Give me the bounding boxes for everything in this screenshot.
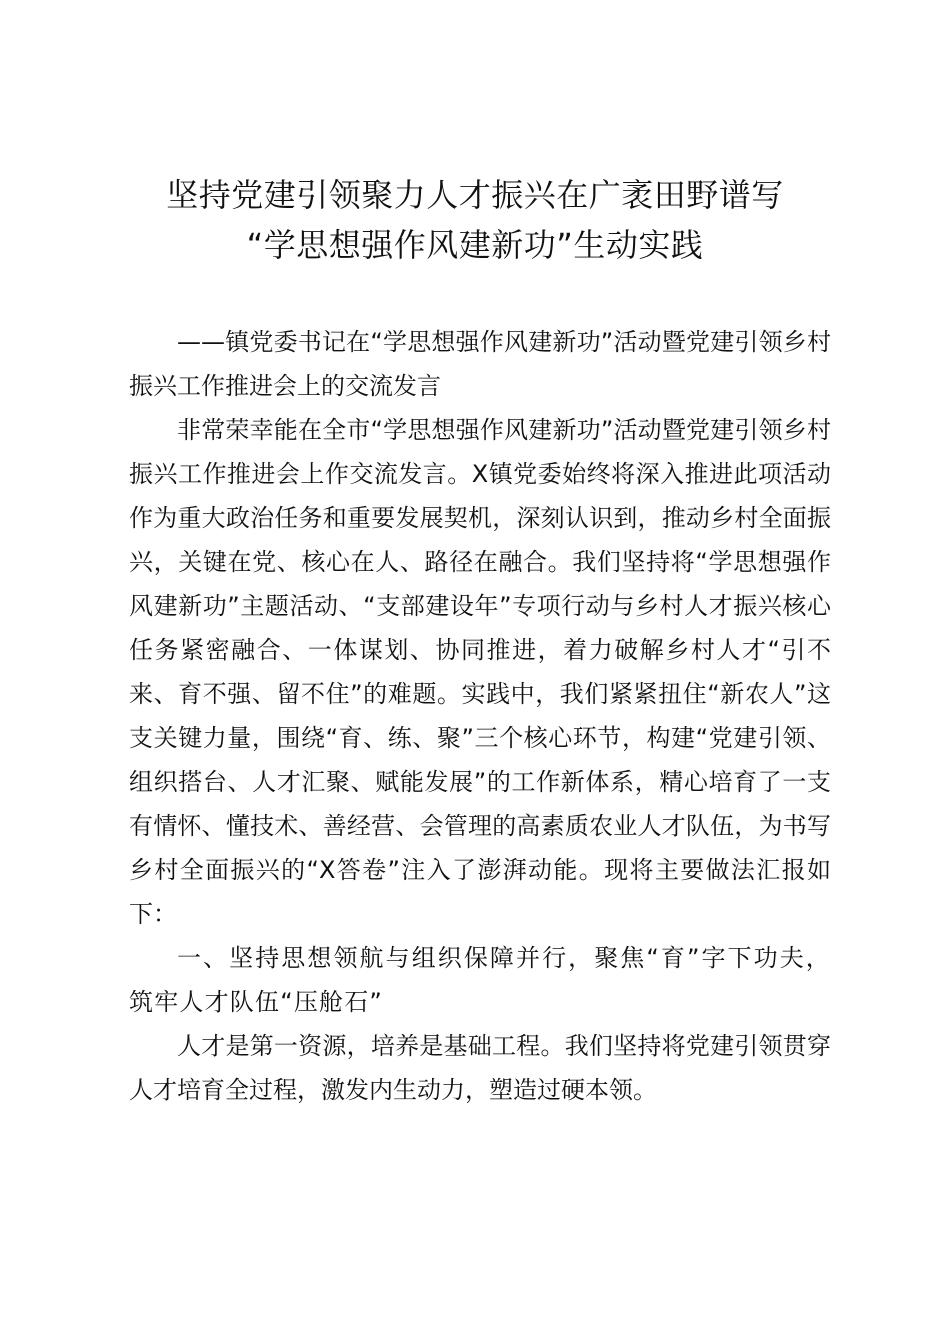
section-1-heading: 一、坚持思想领航与组织保障并行，聚焦“育”字下功夫，筑牢人才队伍“压舱石” <box>129 944 831 1016</box>
title-line-2: “学思想强作风建新功”生动实践 <box>246 226 704 264</box>
section-1-paragraph: 人才是第一资源，培养是基础工程。我们坚持将党建引领贯穿人才培育全过程，激发内生动力，塑造过硬本领。 <box>129 1032 831 1104</box>
document-title <box>100 170 850 270</box>
intro-paragraph: 非常荣幸能在全市“学思想强作风建新功”活动暨党建引领乡村振兴工作推进会上作交流发言。X镇党委始终将深入推进此项活动作为重大政治任务和重要发展契机，深刻认识到，推动乡村全面振兴，关键在党、核心在人、路径在融合。我们坚持将“学思想强作风建新功”主题活动、“支部建设年”专项行动与乡村人才振兴核心任务紧密融合、一体谋划、协同推进，着力破解乡村人才“引不来、育不强、留不住”的难题。实践中，我们紧紧扭住“新农人”这支关键力量，围绕“育、练、聚”三个核心环节，构建“党建引领、组织搭台、人才汇聚、赋能发展”的工作新体系，精心培育了一支有情怀、懂技术、善经营、会管理的高素质农业人才队伍，为书写乡村全面振兴的“X答卷”注入了澎湃动能。现将主要做法汇报如下： <box>129 416 831 928</box>
title-line-1: 坚持党建引领聚力人才振兴在广袤田野谱写 <box>166 176 784 214</box>
subtitle-paragraph: ——镇党委书记在“学思想强作风建新功”活动暨党建引领乡村振兴工作推进会上的交流发言 <box>129 328 831 400</box>
document-body <box>129 320 831 1112</box>
